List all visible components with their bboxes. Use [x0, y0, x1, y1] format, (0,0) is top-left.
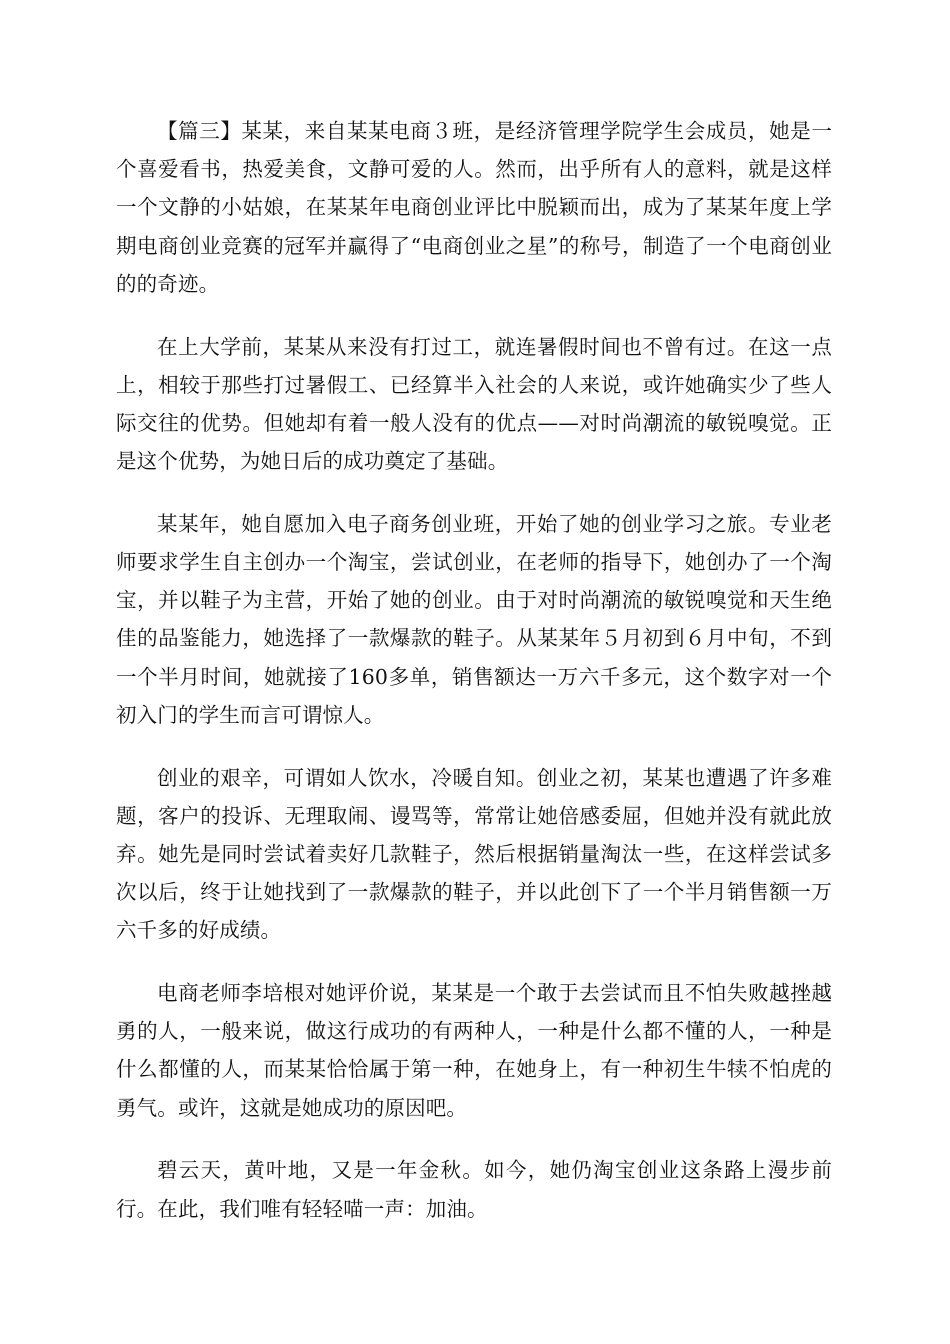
paragraph-4: 创业的艰辛，可谓如人饮水，冷暖自知。创业之初，某某也遭遇了许多难题，客户的投诉、无理取闹、谩骂等，常常让她倍感委屈，但她并没有就此放弃。她先是同时尝试着卖好几款鞋子，然后根据销量淘汰一些，在这样尝试多次以后，终于让她找到了一款爆款的鞋子，并以此创下了一个半月销售额一万六千多的好成绩。	[116, 765, 832, 943]
paragraph-6: 碧云天，黄叶地，又是一年金秋。如今，她仍淘宝创业这条路上漫步前行。在此，我们唯有轻轻喵一声：加油。	[116, 1158, 832, 1221]
article-body	[116, 112, 832, 1228]
paragraph-2: 在上大学前，某某从来没有打过工，就连暑假时间也不曾有过。在这一点上，相较于那些打过暑假工、已经算半入社会的人来说，或许她确实少了些人际交往的优势。但她却有着一般人没有的优点——对时尚潮流的敏锐嗅觉。正是这个优势，为她日后的成功奠定了基础。	[116, 334, 832, 474]
paragraph-5: 电商老师李培根对她评价说，某某是一个敢于去尝试而且不怕失败越挫越勇的人，一般来说，做这行成功的有两种人，一种是什么都不懂的人，一种是什么都懂的人，而某某恰恰属于第一种，在她身上，有一种初生牛犊不怕虎的勇气。或许，这就是她成功的原因吧。	[116, 981, 832, 1120]
paragraph-3: 某某年，她自愿加入电子商务创业班，开始了她的创业学习之旅。专业老师要求学生自主创办一个淘宝，尝试创业，在老师的指导下，她创办了一个淘宝，并以鞋子为主营，开始了她的创业。由于对时尚潮流的敏锐嗅觉和天生绝佳的品鉴能力，她选择了一款爆款的鞋子。从某某年５月初到６月中旬，不到一个半月时间，她就接了160多单，销售额达一万六千多元，这个数字对一个初入门的学生而言可谓惊人。	[116, 511, 832, 727]
paragraph-1: 【篇三】某某，来自某某电商３班，是经济管理学院学生会成员，她是一个喜爱看书，热爱美食，文静可爱的人。然而，出乎所有人的意料，就是这样一个文静的小姑娘，在某某年电商创业评比中脱颖而出，成为了某某年度上学期电商创业竞赛的冠军并赢得了“电商创业之星”的称号，制造了一个电商创业的的奇迹。	[116, 119, 832, 296]
